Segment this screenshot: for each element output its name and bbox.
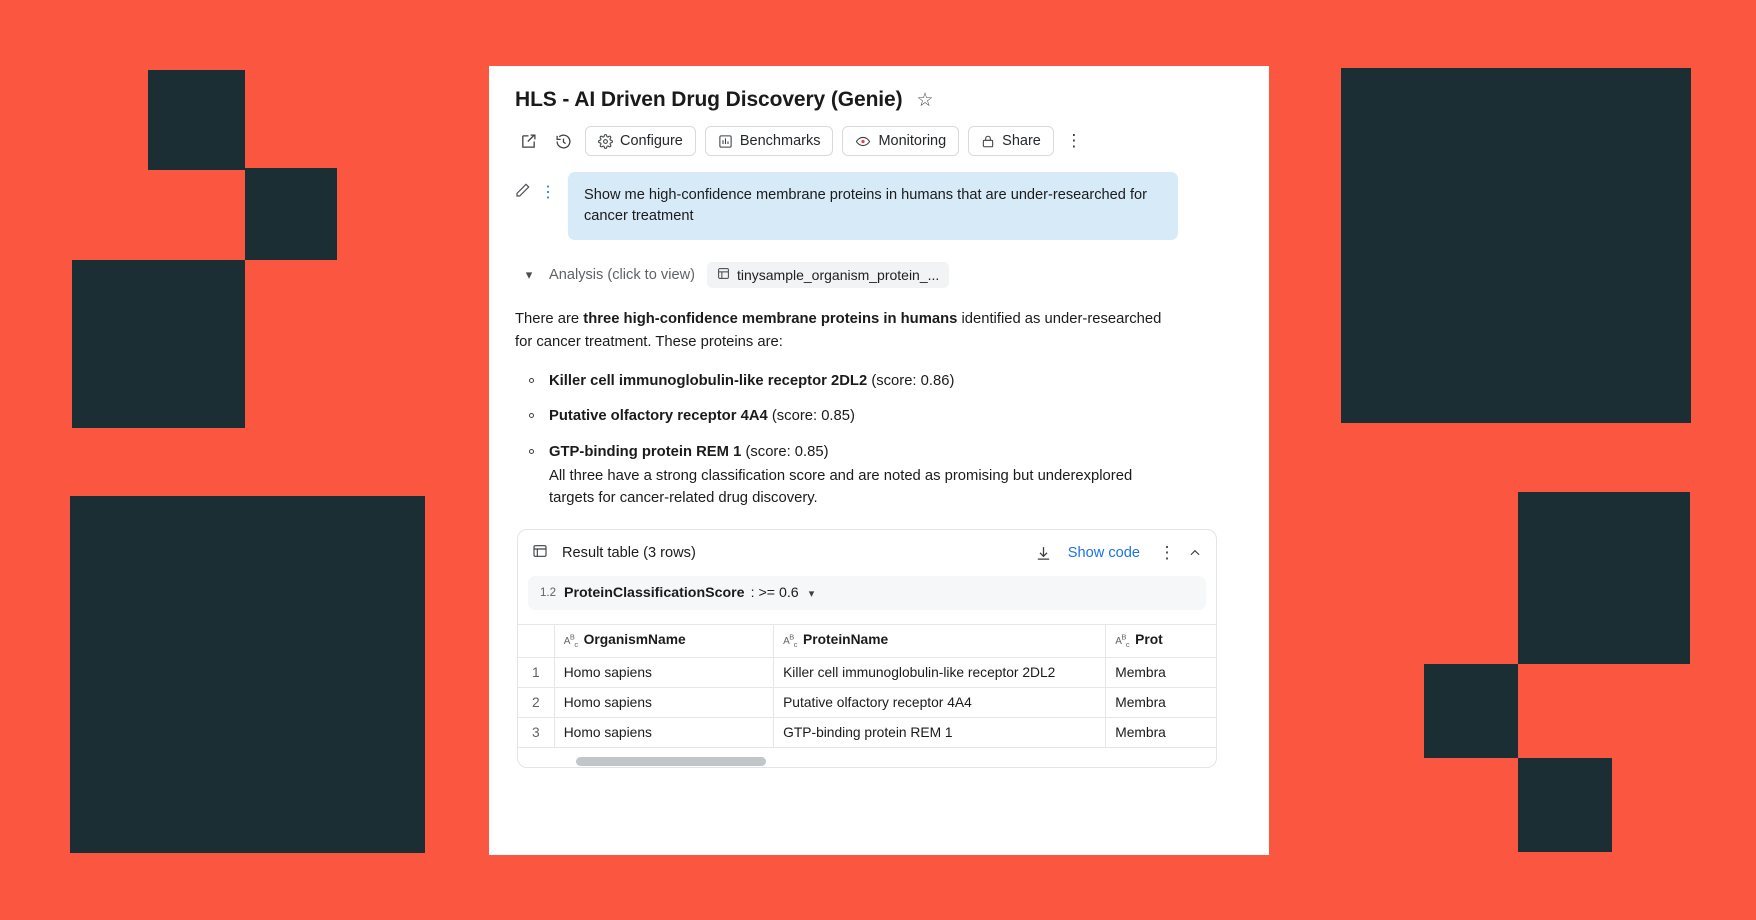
history-clock-icon[interactable] bbox=[550, 128, 576, 154]
gear-icon bbox=[598, 134, 613, 149]
protein-score: (score: 0.86) bbox=[867, 373, 955, 390]
result-table-panel bbox=[517, 529, 1217, 768]
table-row[interactable] bbox=[518, 687, 1216, 717]
deco-block-1 bbox=[148, 70, 245, 170]
pencil-icon[interactable] bbox=[515, 182, 531, 203]
result-more-icon[interactable]: ⋮ bbox=[1158, 543, 1176, 563]
benchmarks-label: Benchmarks bbox=[739, 133, 821, 149]
bar-chart-icon bbox=[718, 134, 733, 149]
table-row[interactable] bbox=[518, 717, 1216, 747]
share-label: Share bbox=[1002, 133, 1041, 149]
benchmarks-button[interactable] bbox=[705, 126, 834, 156]
cell-location: Membra bbox=[1106, 657, 1216, 687]
list-item bbox=[515, 370, 1243, 392]
answer-intro-suffix: identified as under-researched for cancer treatment. These proteins are: bbox=[515, 311, 1162, 351]
chevron-down-icon[interactable]: ▾ bbox=[808, 587, 815, 600]
analysis-row bbox=[515, 262, 1243, 288]
protein-score: (score: 0.85) bbox=[741, 443, 829, 460]
prompt-row bbox=[515, 172, 1243, 240]
prompt-gutter bbox=[515, 172, 559, 203]
cell-organism: Homo sapiens bbox=[554, 717, 773, 747]
row-number: 2 bbox=[518, 687, 554, 717]
monitoring-label: Monitoring bbox=[878, 133, 947, 149]
text-type-icon: $A^B_c$ bbox=[563, 633, 578, 650]
protein-name: Killer cell immunoglobulin-like receptor 2DL2 bbox=[549, 373, 868, 390]
protein-name: GTP-binding protein REM 1 bbox=[549, 443, 742, 460]
dataset-chip-label: tinysample_organism_protein_... bbox=[736, 267, 940, 284]
protein-name: Putative olfactory receptor 4A4 bbox=[549, 408, 768, 425]
scrollbar-thumb[interactable] bbox=[576, 757, 766, 766]
column-label: ProteinName bbox=[803, 632, 889, 648]
deco-block-5 bbox=[1341, 68, 1691, 423]
title-row bbox=[515, 88, 1243, 112]
column-label: Prot bbox=[1135, 632, 1163, 648]
dataset-chip[interactable] bbox=[707, 262, 949, 288]
result-table-title: Result table (3 rows) bbox=[562, 545, 696, 562]
toolbar-more-icon[interactable]: ⋮ bbox=[1065, 131, 1083, 150]
prompt-more-icon[interactable]: ⋮ bbox=[540, 183, 556, 201]
page-title: HLS - AI Driven Drug Discovery (Genie) bbox=[515, 88, 903, 111]
row-number: 1 bbox=[518, 657, 554, 687]
eye-icon bbox=[855, 134, 871, 149]
deco-block-4 bbox=[70, 496, 425, 853]
list-item bbox=[515, 405, 1243, 427]
table-row[interactable] bbox=[518, 657, 1216, 687]
column-header-protein[interactable] bbox=[774, 625, 1106, 657]
table-header-row bbox=[518, 625, 1216, 657]
result-table-header bbox=[518, 530, 1216, 576]
answer-intro-bold: three high-confidence membrane proteins in humans bbox=[583, 311, 958, 328]
cell-location: Membra bbox=[1106, 717, 1216, 747]
result-table-icon bbox=[532, 543, 548, 564]
lock-icon bbox=[981, 134, 995, 149]
analysis-label[interactable]: Analysis (click to view) bbox=[549, 267, 695, 284]
horizontal-scrollbar[interactable] bbox=[518, 757, 1216, 767]
star-outline-icon[interactable]: ☆ bbox=[916, 89, 934, 111]
configure-button[interactable] bbox=[585, 126, 696, 156]
cell-organism: Homo sapiens bbox=[554, 657, 773, 687]
filter-field: ProteinClassificationScore bbox=[564, 585, 745, 602]
protein-list bbox=[515, 370, 1243, 509]
cell-protein: GTP-binding protein REM 1 bbox=[774, 717, 1106, 747]
chevron-down-icon[interactable]: ▾ bbox=[525, 267, 533, 283]
column-header-protein-location[interactable] bbox=[1106, 625, 1216, 657]
toolbar bbox=[515, 126, 1243, 156]
deco-block-6 bbox=[1518, 492, 1690, 664]
answer-intro-prefix: There are bbox=[515, 311, 584, 328]
rownum-header bbox=[518, 625, 554, 657]
filter-chip[interactable] bbox=[528, 576, 1206, 610]
text-type-icon: $A^B_c$ bbox=[1115, 633, 1130, 650]
deco-block-8 bbox=[1518, 758, 1612, 852]
cell-location: Membra bbox=[1106, 687, 1216, 717]
edit-square-icon[interactable] bbox=[515, 128, 541, 154]
chevron-up-icon[interactable] bbox=[1188, 546, 1202, 560]
row-number: 3 bbox=[518, 717, 554, 747]
table-icon bbox=[717, 267, 730, 283]
show-code-button[interactable]: Show code bbox=[1067, 545, 1140, 562]
cell-protein: Killer cell immunoglobulin-like receptor 2DL2 bbox=[774, 657, 1106, 687]
text-type-icon: $A^B_c$ bbox=[783, 633, 798, 650]
monitoring-button[interactable] bbox=[842, 126, 959, 156]
app-card bbox=[489, 66, 1269, 855]
column-label: OrganismName bbox=[583, 632, 686, 648]
prompt-text[interactable]: Show me high-confidence membrane proteins in humans that are under-researched for cancer treatment bbox=[568, 172, 1178, 240]
configure-label: Configure bbox=[620, 133, 683, 149]
share-button[interactable] bbox=[968, 126, 1054, 156]
deco-block-3 bbox=[72, 260, 245, 428]
column-header-organism[interactable] bbox=[554, 625, 773, 657]
protein-score: (score: 0.85) bbox=[767, 408, 855, 425]
closing-note: All three have a strong classification score and are noted as promising but underexplored targets for cancer-related drug discovery. bbox=[549, 467, 1133, 506]
data-grid bbox=[518, 624, 1216, 767]
answer-intro bbox=[515, 308, 1165, 354]
deco-block-2 bbox=[245, 168, 337, 260]
deco-block-7 bbox=[1424, 664, 1518, 758]
download-icon[interactable] bbox=[1035, 545, 1052, 562]
filter-index: 1.2 bbox=[540, 587, 556, 600]
cell-organism: Homo sapiens bbox=[554, 687, 773, 717]
cell-protein: Putative olfactory receptor 4A4 bbox=[774, 687, 1106, 717]
filter-operator: : >= 0.6 bbox=[750, 585, 799, 602]
list-item bbox=[515, 441, 1243, 510]
